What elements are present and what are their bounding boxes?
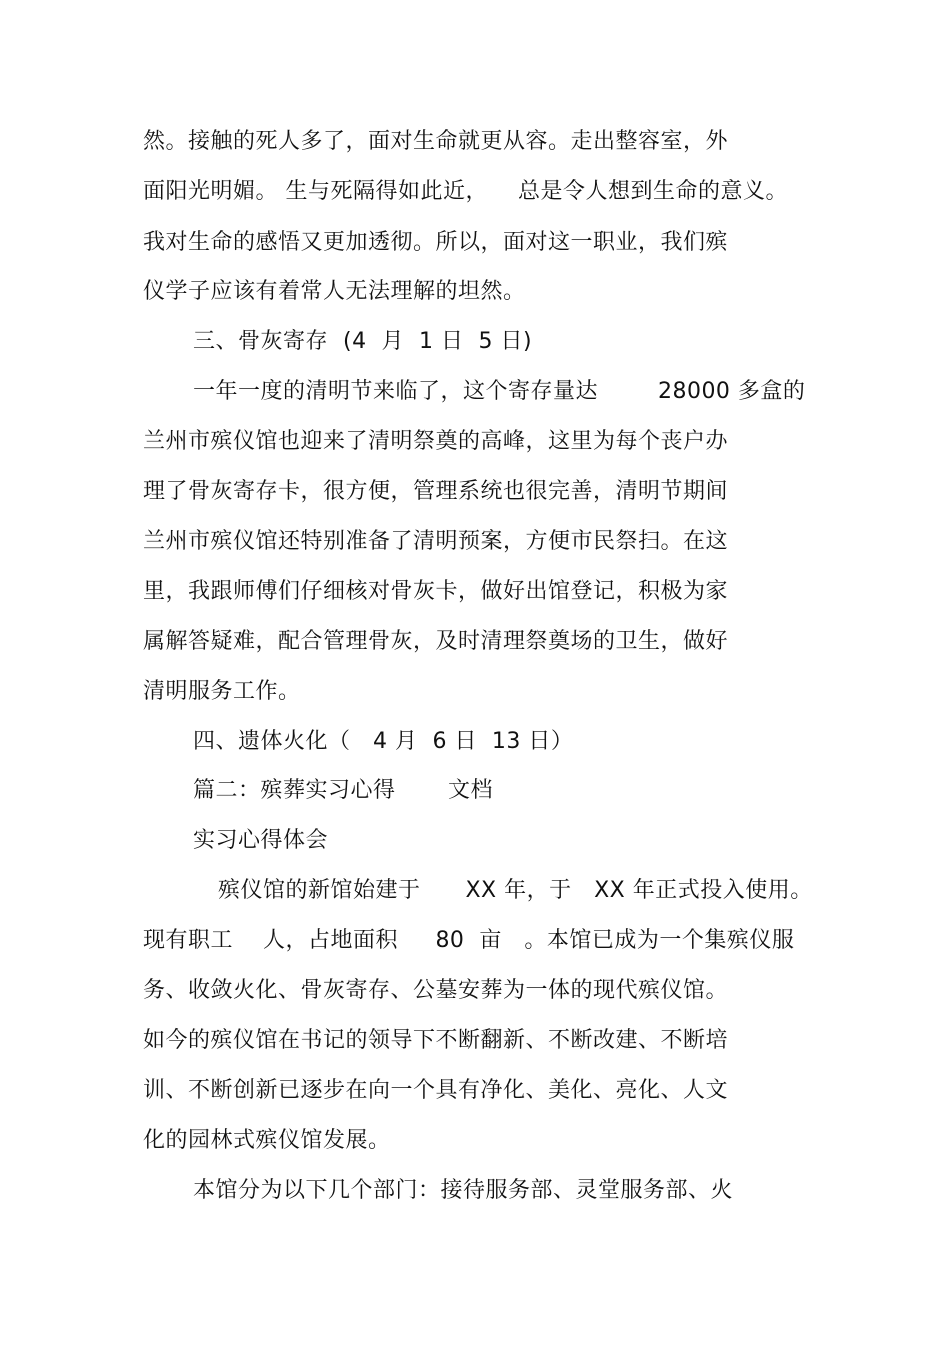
text-line: 现有职工 人，占地面积 80 亩 。本馆已成为一个集殡仪服 [143, 928, 795, 953]
text-line: 如今的殡仪馆在书记的领导下不断翻新、不断改建、不断培 [143, 1028, 729, 1053]
text-line: 我对生命的感悟又更加透彻。所以，面对这一职业，我们殡 [143, 230, 729, 255]
section-heading: 三、骨灰寄存 (4 月 1 日 5 日) [193, 329, 533, 354]
text-line: 兰州市殡仪馆还特别准备了清明预案，方便市民祭扫。在这 [143, 529, 729, 554]
text-line: 化的园林式殡仪馆发展。 [143, 1128, 391, 1153]
text-line: 然。接触的死人多了，面对生命就更从容。走出整容室，外 [143, 129, 729, 154]
section-heading: 四、遗体火化（ 4 月 6 日 13 日） [193, 729, 574, 754]
text-line: 面阳光明媚。 生与死隔得如此近， 总是令人想到生命的意义。 [143, 179, 788, 204]
text-line: 仪学子应该有着常人无法理解的坦然。 [143, 279, 526, 304]
text-line: 一年一度的清明节来临了，这个寄存量达 28000 多盒的 [193, 379, 806, 404]
section-heading: 实习心得体会 [193, 828, 329, 853]
text-line: 理了骨灰寄存卡，很方便，管理系统也很完善，清明节期间 [143, 479, 729, 504]
text-line: 清明服务工作。 [143, 679, 301, 704]
text-line: 本馆分为以下几个部门：接待服务部、灵堂服务部、火 [193, 1178, 734, 1203]
section-heading: 篇二：殡葬实习心得 文档 [193, 778, 493, 803]
text-line: 训、不断创新已逐步在向一个具有净化、美化、亮化、人文 [143, 1078, 729, 1103]
text-line: 殡仪馆的新馆始建于 XX 年，于 XX 年正式投入使用。 [218, 878, 813, 903]
text-line: 兰州市殡仪馆也迎来了清明祭奠的高峰，这里为每个丧户办 [143, 429, 729, 454]
text-line: 务、收敛火化、骨灰寄存、公墓安葬为一体的现代殡仪馆。 [143, 978, 729, 1003]
text-line: 里，我跟师傅们仔细核对骨灰卡，做好出馆登记，积极为家 [143, 579, 729, 604]
text-line: 属解答疑难，配合管理骨灰，及时清理祭奠场的卫生，做好 [143, 629, 729, 654]
